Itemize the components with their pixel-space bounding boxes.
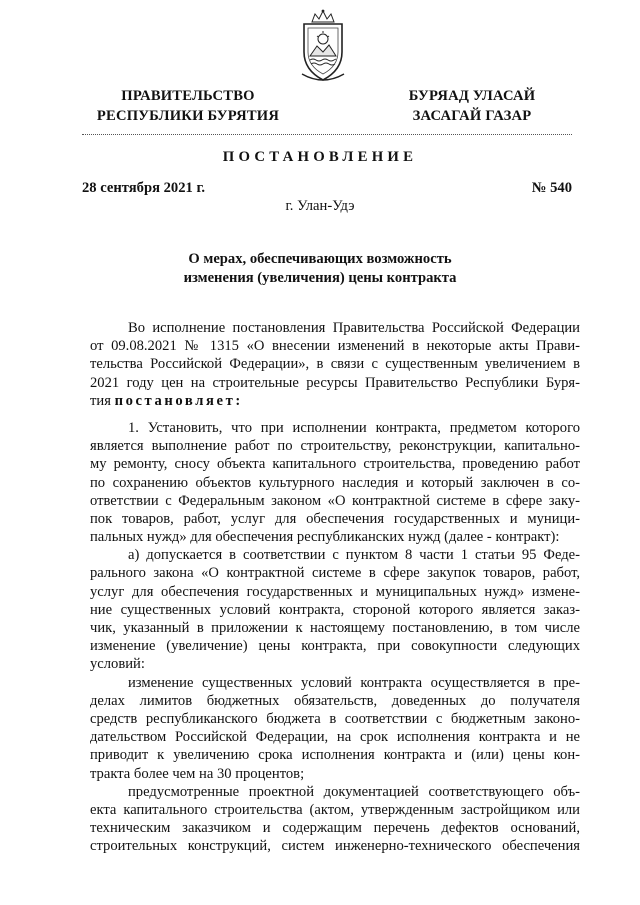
document-title bbox=[0, 250, 640, 288]
text-line: приводит к увеличению срока исполнения контракта и (или) цены кон- bbox=[90, 747, 580, 764]
government-name-bua-line1: БУРЯАД УЛАСАЙ bbox=[408, 88, 536, 104]
text-line: екта капитального строительства (актом, утвержденным застройщиком или bbox=[90, 801, 580, 818]
text-line: изменение (увеличение) цены контракта, при совокупности следующих bbox=[90, 638, 580, 655]
government-name-ru-line1: ПРАВИТЕЛЬСТВО bbox=[121, 88, 255, 104]
text-line: изменение существенных условий контракта осуществляется в пре- bbox=[128, 674, 580, 691]
paragraph-subitem-a bbox=[90, 546, 580, 673]
header-left bbox=[72, 86, 304, 126]
text-line: тельства Российской Федерации», в связи с существенным увеличением в bbox=[90, 356, 580, 373]
text-line: от 09.08.2021 № 1315 «О внесении изменений в некоторые акты Прави- bbox=[90, 338, 580, 355]
resolves-word: постановляет: bbox=[114, 392, 243, 409]
text-line: строительных конструкций, систем инженерно-технического обеспечения bbox=[90, 838, 580, 855]
text-line: пок товаров, работ, услуг для обеспечения государственных и муници- bbox=[90, 510, 580, 527]
text-line: чик, указанный в приложении к настоящему постановлению, в том числе bbox=[90, 620, 580, 636]
text-line: предусмотренные проектной документацией соответствующего объ- bbox=[128, 783, 580, 800]
text-line: 1. Установить, что при исполнении контракта, предметом которого bbox=[128, 419, 580, 436]
text-line: ние существенных условий контракта, стороной которого является заказ- bbox=[90, 601, 580, 618]
text-line: услуг для обеспечения государственных и муниципальных нужд» измене- bbox=[90, 583, 580, 600]
text-line: является выполнение работ по строительству, реконструкции, капитально- bbox=[90, 438, 580, 455]
text-line: по сохранению объектов культурного наследия и который заключен в со- bbox=[90, 474, 580, 491]
document-date: 28 сентября 2021 г. bbox=[82, 180, 206, 196]
text-line: дательством Российской Федерации, на срок исполнения контракта и не bbox=[90, 729, 580, 746]
text-line: 2021 году цен на строительные ресурсы Правительство Республики Буря- bbox=[90, 374, 580, 391]
text-fragment: тия bbox=[90, 392, 115, 409]
document-title-line1: О мерах, обеспечивающих возможность bbox=[188, 251, 452, 267]
text-line: тракта более чем на 30 процентов; bbox=[90, 765, 305, 782]
text-line: делах лимитов бюджетных обязательств, доведенных до получателя bbox=[90, 692, 580, 709]
paragraph-item-1 bbox=[90, 419, 580, 546]
paragraph-preamble bbox=[90, 319, 580, 410]
government-name-ru-line2: РЕСПУБЛИКИ БУРЯТИЯ bbox=[96, 108, 280, 124]
paragraph-condition-2 bbox=[90, 783, 580, 856]
text-line: пальных нужд» для обеспечения республиканских нужд (далее - контракт): bbox=[90, 529, 560, 546]
text-line: средств республиканского бюджета в соответствии с бюджетным законо- bbox=[90, 710, 580, 727]
header-divider bbox=[82, 134, 572, 135]
text-line: Во исполнение постановления Правительства Российской Федерации bbox=[128, 320, 580, 336]
paragraph-condition-1 bbox=[90, 674, 580, 783]
text-line: ответствии с Федеральным законом «О контрактной системе в сфере заку- bbox=[90, 492, 580, 509]
document-number: № 540 bbox=[531, 180, 572, 196]
text-line: му ремонту, сносу объекта капитального строительства, проведению работ bbox=[90, 456, 580, 473]
government-name-bua-line2: ЗАСАГАЙ ГАЗАР bbox=[412, 108, 532, 124]
text-line: а) допускается в соответствии с пунктом 8 части 1 статьи 95 Феде- bbox=[128, 547, 580, 564]
text-line: техническим заказчиком и содержащим перечень дефектов оснований, bbox=[90, 820, 580, 837]
document-type: ПОСТАНОВЛЕНИЕ bbox=[222, 149, 418, 165]
text-line bbox=[90, 392, 580, 410]
coat-of-arms-icon bbox=[298, 8, 348, 86]
text-line: рального закона «О контрактной системе в сфере закупок товаров, работ, bbox=[90, 565, 580, 582]
header-right bbox=[372, 86, 572, 126]
document-title-line2: изменения (увеличения) цены контракта bbox=[183, 270, 457, 286]
text-line: условий: bbox=[90, 656, 145, 673]
document-body bbox=[90, 319, 580, 855]
document-city: г. Улан-Удэ bbox=[285, 198, 355, 214]
